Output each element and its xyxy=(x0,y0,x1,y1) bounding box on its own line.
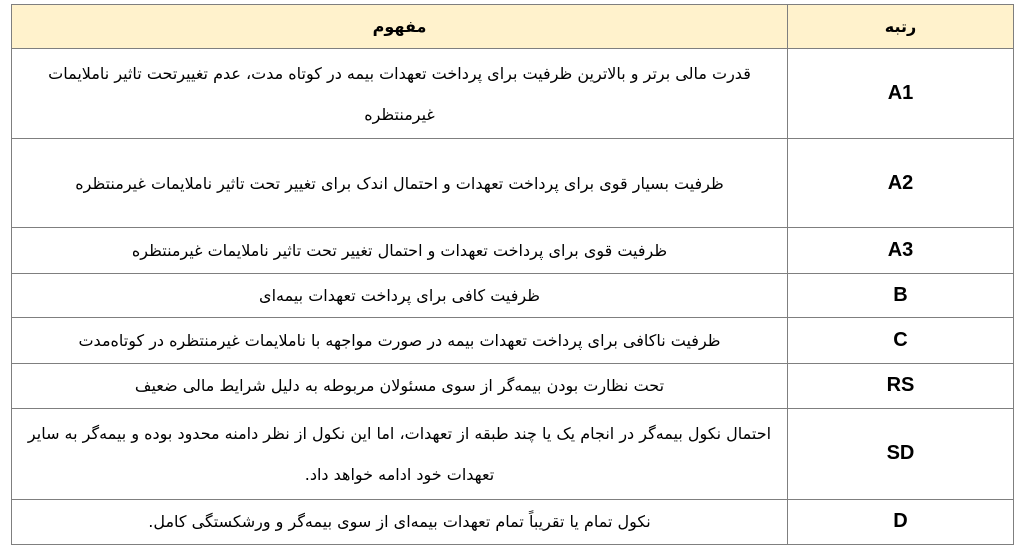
concept-cell: ظرفیت قوی برای پرداخت تعهدات و احتمال تغییر تحت تاثیر ناملایمات غیرمنتظره xyxy=(12,228,788,274)
concept-cell: ظرفیت بسیار قوی برای پرداخت تعهدات و احتمال اندک برای تغییر تحت تاثیر ناملایمات غیرمنتظره xyxy=(12,139,788,228)
table-row xyxy=(12,274,1014,317)
concept-cell: نکول تمام یا تقریباً تمام تعهدات بیمه‌ای از سوی بیمه‌گر و ورشکستگی کامل. xyxy=(12,499,788,544)
concept-cell: تحت نظارت بودن بیمه‌گر از سوی مسئولان مربوطه به دلیل شرایط مالی ضعیف xyxy=(12,364,788,408)
table-row xyxy=(12,408,1014,499)
concept-cell: ظرفیت ناکافی برای پرداخت تعهدات بیمه در صورت مواجهه با ناملایمات غیرمنتظره در کوتاه‌مدت xyxy=(12,317,788,363)
rating-table xyxy=(11,4,1014,545)
rank-cell: A2 xyxy=(788,139,1014,228)
rank-header: رتبه xyxy=(788,5,1014,49)
rank-cell: A3 xyxy=(788,228,1014,274)
concept-cell: احتمال نکول بیمه‌گر در انجام یک یا چند طبقه از تعهدات، اما این نکول از نظر دامنه محدود بوده و بیمه‌گر به سایر تعهدات خود ادامه خواهد داد. xyxy=(12,408,788,499)
table-row xyxy=(12,364,1014,408)
table-row xyxy=(12,139,1014,228)
concept-cell: ظرفیت کافی برای پرداخت تعهدات بیمه‌ای xyxy=(12,274,788,317)
table-row xyxy=(12,499,1014,544)
rank-cell: C xyxy=(788,317,1014,363)
concept-cell: قدرت مالی برتر و بالاترین ظرفیت برای پرداخت تعهدات بیمه در کوتاه مدت، عدم تغییرتحت تاثیر ناملایمات غیرمنتظره xyxy=(12,49,788,139)
rank-cell: B xyxy=(788,274,1014,317)
concept-header: مفهوم xyxy=(12,5,788,49)
table-row xyxy=(12,49,1014,139)
table-row xyxy=(12,228,1014,274)
table-row xyxy=(12,317,1014,363)
rank-cell: SD xyxy=(788,408,1014,499)
rank-cell: D xyxy=(788,499,1014,544)
header-row xyxy=(12,5,1014,49)
rank-cell: A1 xyxy=(788,49,1014,139)
rank-cell: RS xyxy=(788,364,1014,408)
